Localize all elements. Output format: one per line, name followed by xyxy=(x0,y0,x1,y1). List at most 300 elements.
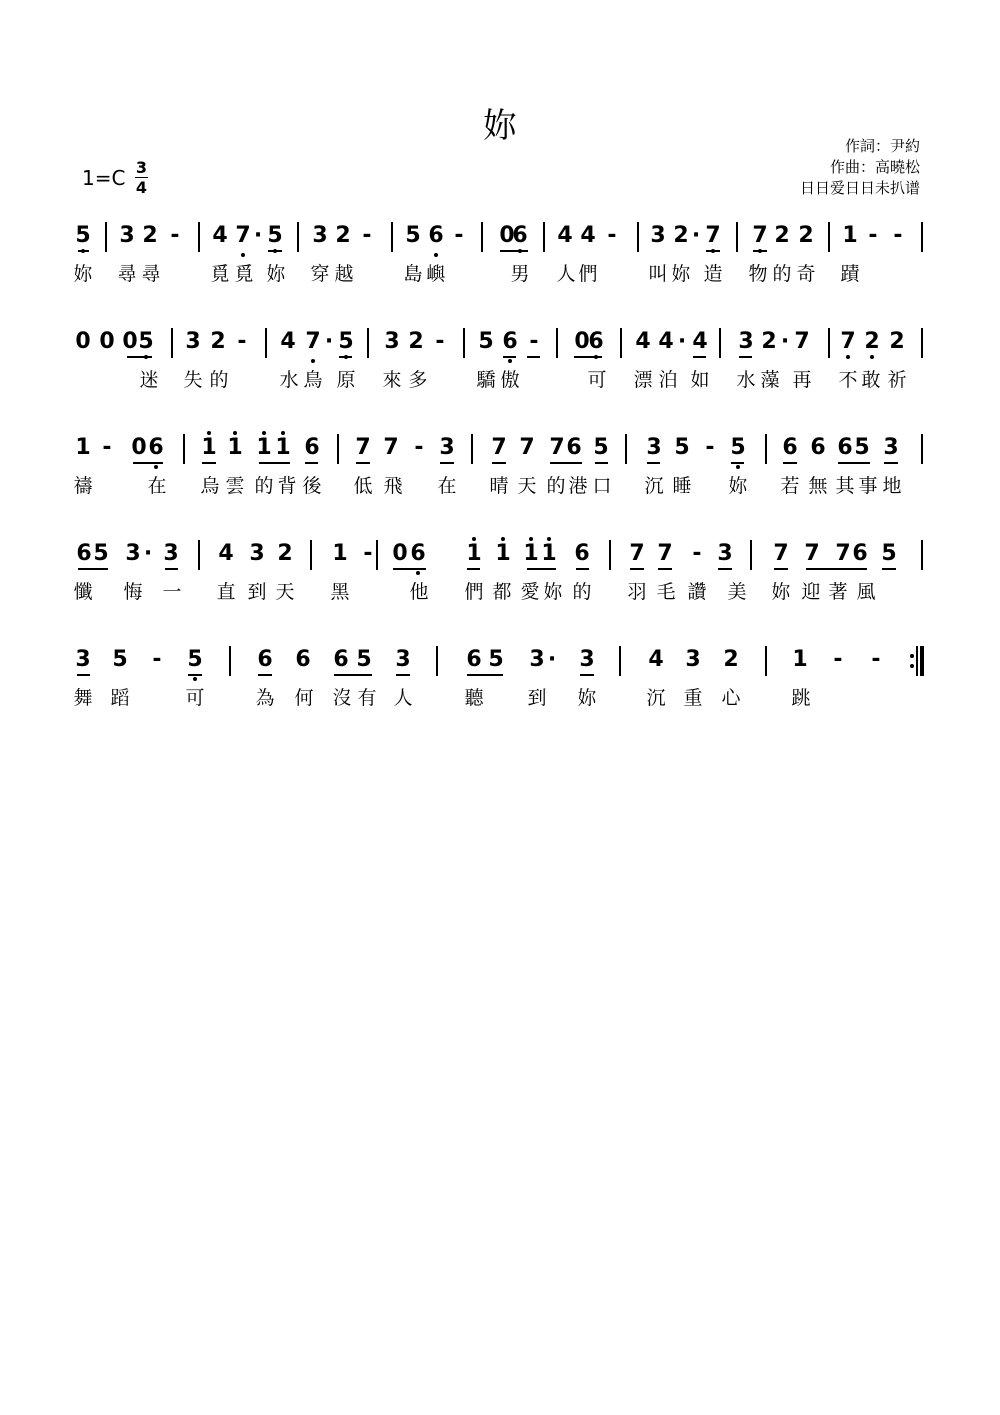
beam-underline xyxy=(580,674,594,676)
barline xyxy=(828,222,830,252)
lyric-char: 直 xyxy=(216,581,236,603)
jianpu-note: 5 xyxy=(478,329,494,354)
jianpu-note: 6 xyxy=(333,647,349,672)
jianpu-note: 2 xyxy=(723,647,739,672)
beam-underline xyxy=(78,568,108,570)
dash-note: - xyxy=(102,435,112,460)
jianpu-note: 1 xyxy=(198,433,220,463)
lyric-char: 妳 xyxy=(771,581,791,603)
barline xyxy=(310,540,312,570)
jianpu-note: 2 xyxy=(889,329,905,354)
lyric-char: 低 xyxy=(353,475,373,497)
jianpu-note: 3 xyxy=(185,329,201,354)
final-barline xyxy=(920,646,924,676)
jianpu-note: 6 xyxy=(76,541,92,566)
jianpu-note: 5 xyxy=(674,435,690,460)
beam-underline xyxy=(127,356,152,358)
key-signature xyxy=(82,154,148,198)
dot-mark: · xyxy=(253,223,263,248)
jianpu-note: 2 xyxy=(335,223,351,248)
jianpu-note: 6 xyxy=(566,435,582,460)
jianpu-note: 1 xyxy=(253,433,275,463)
jianpu-note: 3 xyxy=(579,647,595,672)
barline xyxy=(297,222,299,252)
lyric-char: 失 xyxy=(183,369,203,391)
jianpu-note: 3 xyxy=(163,541,179,566)
jianpu-note: 6 xyxy=(782,435,798,460)
high-octave-dot xyxy=(547,537,551,541)
lyric-char: 心 xyxy=(721,687,741,709)
beam-underline xyxy=(527,356,540,358)
barline xyxy=(229,646,231,676)
lyric-char: 愛 xyxy=(520,581,540,603)
jianpu-note: 4 xyxy=(658,329,674,354)
high-octave-dot xyxy=(233,431,237,435)
jianpu-note: 7 xyxy=(657,541,673,566)
lyric-char: 都 xyxy=(492,581,512,603)
jianpu-note: 3 xyxy=(650,223,666,248)
lyric-char: 蹈 xyxy=(110,687,130,709)
jianpu-note: 7 xyxy=(491,435,507,460)
low-octave-dot xyxy=(416,571,420,575)
lyric-char: 美 xyxy=(727,581,747,603)
lyric-char: 風 xyxy=(856,581,876,603)
lyric-char: 可 xyxy=(587,369,607,391)
jianpu-note: 2 xyxy=(408,329,424,354)
jianpu-note: 6 xyxy=(466,647,482,672)
lyric-char: 懺 xyxy=(73,581,93,603)
jianpu-note: 5 xyxy=(854,435,870,460)
beam-underline xyxy=(305,462,318,464)
jianpu-note: 6 xyxy=(509,221,531,251)
lyric-char: 跳 xyxy=(791,687,811,709)
barline xyxy=(916,646,918,676)
lyric-char: 天 xyxy=(275,581,295,603)
jianpu-note: 5 xyxy=(405,223,421,248)
beam-underline xyxy=(658,568,672,570)
lyric-char: 的 xyxy=(209,369,229,391)
high-octave-dot xyxy=(262,431,266,435)
jianpu-note: 7 xyxy=(749,221,771,251)
barline xyxy=(556,328,558,358)
barline xyxy=(171,328,173,358)
lyric-char: 傲 xyxy=(500,369,520,391)
jianpu-note: 0 xyxy=(99,329,115,354)
lyric-char: 男 xyxy=(510,263,530,285)
jianpu-note: 6 xyxy=(257,647,273,672)
lyric-char: 何 xyxy=(294,687,314,709)
lyric-char: 港 xyxy=(568,475,588,497)
lyric-char: 泊 xyxy=(658,369,678,391)
lyric-char: 不 xyxy=(838,369,858,391)
score-line-4 xyxy=(0,534,1000,614)
beam-underline xyxy=(706,250,720,252)
lyric-char: 在 xyxy=(437,475,457,497)
barline xyxy=(765,646,767,676)
low-octave-dot xyxy=(508,359,512,363)
jianpu-note: 0 xyxy=(499,223,515,248)
barline xyxy=(543,222,545,252)
lyric-char: 原 xyxy=(336,369,356,391)
beam-underline xyxy=(165,568,178,570)
jianpu-note: 4 xyxy=(218,541,234,566)
lyric-char: 沉 xyxy=(644,475,664,497)
jianpu-note: 4 xyxy=(212,223,228,248)
jianpu-note: 3 xyxy=(646,435,662,460)
jianpu-note: 7 xyxy=(804,541,820,566)
beam-underline xyxy=(467,568,480,570)
jianpu-note: 7 xyxy=(355,435,371,460)
barline xyxy=(921,540,923,570)
lyric-char: 聽 xyxy=(464,687,484,709)
repeat-dot xyxy=(910,664,914,668)
high-octave-dot xyxy=(529,537,533,541)
jianpu-note: 3 xyxy=(75,647,91,672)
lyric-char: 妳 xyxy=(543,581,563,603)
jianpu-note: 3 xyxy=(395,647,411,672)
lyric-char: 禱 xyxy=(73,475,93,497)
time-signature xyxy=(135,158,148,197)
beam-underline xyxy=(550,462,582,464)
beam-underline xyxy=(268,250,282,252)
lyric-char: 覓 xyxy=(234,263,254,285)
beam-underline xyxy=(393,568,426,570)
barline xyxy=(391,222,393,252)
jianpu-note: 1 xyxy=(272,433,294,463)
lyric-char: 尋 xyxy=(141,263,161,285)
dash-note: - xyxy=(868,223,878,248)
lyric-char: 奇 xyxy=(796,263,816,285)
score-line-3 xyxy=(0,428,1000,508)
barline xyxy=(471,434,473,464)
low-octave-dot xyxy=(434,253,438,257)
jianpu-note: 1 xyxy=(538,539,560,569)
lyric-char: 晴 xyxy=(489,475,509,497)
time-signature-denominator: 4 xyxy=(135,178,147,197)
lyric-char: 一 xyxy=(162,581,182,603)
lyric-char: 們 xyxy=(578,263,598,285)
barline xyxy=(828,328,830,358)
low-octave-dot xyxy=(241,253,245,257)
beam-underline xyxy=(259,462,290,464)
lyric-char: 為 xyxy=(255,687,275,709)
beam-underline xyxy=(647,462,660,464)
barline xyxy=(337,434,339,464)
dot-mark: · xyxy=(547,647,557,672)
jianpu-note: 6 xyxy=(837,435,853,460)
lyric-char: 鳥 xyxy=(303,369,323,391)
lyric-char: 後 xyxy=(302,475,322,497)
lyric-char: 叫 xyxy=(648,263,668,285)
lyricist-credit: 作詞：尹約 xyxy=(844,137,920,155)
lyric-char: 妳 xyxy=(671,263,691,285)
jianpu-note: 7 xyxy=(835,541,851,566)
jianpu-note: 1 xyxy=(792,647,808,672)
barline xyxy=(105,222,107,252)
lyric-char: 祈 xyxy=(887,369,907,391)
dash-note: - xyxy=(237,329,247,354)
jianpu-note: 2 xyxy=(277,541,293,566)
lyric-char: 妳 xyxy=(73,263,93,285)
dash-note: - xyxy=(705,435,715,460)
low-octave-dot xyxy=(846,355,850,359)
beam-underline xyxy=(78,250,89,252)
high-octave-dot xyxy=(501,537,505,541)
jianpu-note: 7 xyxy=(383,435,399,460)
jianpu-note: 3 xyxy=(125,541,141,566)
lyric-char: 物 xyxy=(748,263,768,285)
beam-underline xyxy=(500,250,528,252)
jianpu-note: 1 xyxy=(492,539,514,569)
jianpu-note: 0 xyxy=(75,329,91,354)
jianpu-note: 7 xyxy=(629,541,645,566)
jianpu-note: 3 xyxy=(119,223,135,248)
lyric-char: 到 xyxy=(527,687,547,709)
beam-underline xyxy=(753,250,767,252)
barline xyxy=(265,328,267,358)
jianpu-note: 7 xyxy=(837,327,859,357)
lyric-char: 其 xyxy=(835,475,855,497)
barline xyxy=(637,222,639,252)
jianpu-note: 0 xyxy=(122,329,138,354)
low-octave-dot xyxy=(870,355,874,359)
barline xyxy=(436,646,438,676)
lyric-char: 著 xyxy=(828,581,848,603)
beam-underline xyxy=(576,568,589,570)
beam-underline xyxy=(396,674,410,676)
barline xyxy=(376,540,378,570)
lyric-char: 舞 xyxy=(73,687,93,709)
dot-mark: · xyxy=(143,541,153,566)
lyric-char: 無 xyxy=(808,475,828,497)
lyric-char: 來 xyxy=(382,369,402,391)
dash-note: - xyxy=(414,435,424,460)
lyric-char: 再 xyxy=(792,369,812,391)
jianpu-note: 3 xyxy=(529,647,545,672)
score-line-2 xyxy=(0,322,1000,402)
beam-underline xyxy=(693,356,706,358)
jianpu-note: 1 xyxy=(75,435,91,460)
barline xyxy=(198,222,200,252)
dash-note: - xyxy=(893,223,903,248)
lyric-char: 敢 xyxy=(861,369,881,391)
beam-underline xyxy=(440,462,454,464)
dash-note: - xyxy=(454,223,464,248)
barline xyxy=(481,222,483,252)
barline xyxy=(736,222,738,252)
jianpu-note: 3 xyxy=(685,647,701,672)
jianpu-note: 2 xyxy=(798,223,814,248)
beam-underline xyxy=(739,356,752,358)
jianpu-note: 0 xyxy=(392,541,408,566)
jianpu-note: 3 xyxy=(384,329,400,354)
lyric-char: 迎 xyxy=(801,581,821,603)
barline xyxy=(367,328,369,358)
beam-underline xyxy=(884,462,898,464)
jianpu-note: 2 xyxy=(142,223,158,248)
lyric-char: 藻 xyxy=(760,369,780,391)
lyric-char: 地 xyxy=(882,475,902,497)
jianpu-note: 5 xyxy=(264,221,286,251)
jianpu-note: 3 xyxy=(249,541,265,566)
song-title: 妳 xyxy=(483,106,517,146)
barline xyxy=(198,540,200,570)
dash-note: - xyxy=(833,647,843,672)
dash-note: - xyxy=(529,329,539,354)
dash-note: - xyxy=(871,647,881,672)
lyric-char: 多 xyxy=(408,369,428,391)
lyric-char: 讚 xyxy=(687,581,707,603)
lyric-char: 如 xyxy=(690,369,710,391)
jianpu-note: 5 xyxy=(881,541,897,566)
composer-credit: 作曲：高曉松 xyxy=(829,158,920,176)
lyric-char: 沉 xyxy=(646,687,666,709)
lyric-char: 羽 xyxy=(627,581,647,603)
beam-underline xyxy=(574,356,602,358)
lyric-char: 水 xyxy=(279,369,299,391)
jianpu-note: 6 xyxy=(852,541,868,566)
credits-block xyxy=(660,136,920,199)
beam-underline xyxy=(133,462,163,464)
beam-underline xyxy=(718,568,732,570)
lyric-char: 可 xyxy=(185,687,205,709)
lyric-char: 事 xyxy=(858,475,878,497)
lyric-char: 驕 xyxy=(476,369,496,391)
lyric-char: 背 xyxy=(277,475,297,497)
beam-underline xyxy=(731,462,744,464)
lyric-char: 若 xyxy=(780,475,800,497)
barline xyxy=(619,646,621,676)
jianpu-note: 3 xyxy=(883,435,899,460)
beam-underline xyxy=(356,462,370,464)
lyric-char: 到 xyxy=(247,581,267,603)
jianpu-note: 4 xyxy=(648,647,664,672)
lyric-char: 嶼 xyxy=(426,263,446,285)
score-line-1 xyxy=(0,216,1000,296)
lyric-char: 漂 xyxy=(633,369,653,391)
jianpu-note: 4 xyxy=(635,329,651,354)
lyric-char: 穿 xyxy=(310,263,330,285)
barline xyxy=(609,540,611,570)
barline xyxy=(921,328,923,358)
dot-mark: · xyxy=(677,329,687,354)
beam-underline xyxy=(334,674,372,676)
high-octave-dot xyxy=(281,431,285,435)
beam-underline xyxy=(339,356,352,358)
beam-underline xyxy=(783,462,797,464)
lyric-char: 人 xyxy=(393,687,413,709)
beam-underline xyxy=(202,462,216,464)
jianpu-note: 4 xyxy=(692,329,708,354)
dash-note: - xyxy=(170,223,180,248)
lyric-char: 沒 xyxy=(332,687,352,709)
lyric-char: 水 xyxy=(736,369,756,391)
low-octave-dot xyxy=(311,359,315,363)
transcriber-credit: 日日爱日日未扒谱 xyxy=(799,179,920,197)
dash-note: - xyxy=(362,223,372,248)
jianpu-note: 7 xyxy=(794,329,810,354)
lyric-char: 毛 xyxy=(656,581,676,603)
lyric-char: 島 xyxy=(403,263,423,285)
jianpu-note: 1 xyxy=(463,539,485,569)
lyric-char: 妳 xyxy=(266,263,286,285)
jianpu-note: 5 xyxy=(488,647,504,672)
beam-underline xyxy=(188,674,202,676)
lyric-char: 覓 xyxy=(210,263,230,285)
lyric-char: 蹟 xyxy=(840,263,860,285)
jianpu-note: 4 xyxy=(557,223,573,248)
dash-note: - xyxy=(607,223,617,248)
low-octave-dot xyxy=(154,465,158,469)
lyric-char: 飛 xyxy=(383,475,403,497)
lyric-char: 的 xyxy=(546,475,566,497)
beam-underline xyxy=(806,568,867,570)
score-line-5 xyxy=(0,640,1000,720)
lyric-char: 重 xyxy=(683,687,703,709)
jianpu-note: 6 xyxy=(295,647,311,672)
jianpu-note: 5 xyxy=(356,647,372,672)
jianpu-note: 3 xyxy=(717,541,733,566)
jianpu-note: 7 xyxy=(773,541,789,566)
barline xyxy=(719,328,721,358)
jianpu-note: 3 xyxy=(312,223,328,248)
barline xyxy=(750,540,752,570)
jianpu-note: 7 xyxy=(232,221,254,251)
beam-underline xyxy=(527,568,556,570)
jianpu-note: 6 xyxy=(585,327,607,357)
low-octave-dot xyxy=(193,677,197,681)
barline xyxy=(183,434,185,464)
lyric-char: 妳 xyxy=(728,475,748,497)
jianpu-note: 5 xyxy=(135,327,157,357)
jianpu-note: 1 xyxy=(224,433,246,463)
jianpu-note: 5 xyxy=(93,541,109,566)
jianpu-note: 6 xyxy=(304,435,320,460)
jianpu-note: 6 xyxy=(145,433,167,463)
jianpu-note: 4 xyxy=(580,223,596,248)
lyric-char: 天 xyxy=(517,475,537,497)
jianpu-note: 5 xyxy=(184,645,206,675)
lyric-char: 烏 xyxy=(200,475,220,497)
repeat-dot xyxy=(910,654,914,658)
beam-underline xyxy=(595,462,608,464)
jianpu-note: 2 xyxy=(210,329,226,354)
dot-mark: · xyxy=(324,329,334,354)
jianpu-note: 6 xyxy=(810,435,826,460)
dot-mark: · xyxy=(691,223,701,248)
beam-underline xyxy=(630,568,644,570)
jianpu-note: 1 xyxy=(520,539,542,569)
jianpu-note: 6 xyxy=(499,327,521,357)
jianpu-note: 5 xyxy=(727,433,749,463)
low-octave-dot xyxy=(736,465,740,469)
barline xyxy=(620,328,622,358)
lyric-char: 們 xyxy=(464,581,484,603)
lyric-char: 黑 xyxy=(330,581,350,603)
jianpu-note: 1 xyxy=(332,541,348,566)
jianpu-note: 2 xyxy=(861,327,883,357)
barline xyxy=(765,434,767,464)
beam-underline xyxy=(503,356,516,358)
lyric-char: 造 xyxy=(703,263,723,285)
jianpu-note: 6 xyxy=(574,541,590,566)
lyric-char: 越 xyxy=(334,263,354,285)
dash-note: - xyxy=(363,541,373,566)
barline xyxy=(625,434,627,464)
jianpu-note: 5 xyxy=(72,221,94,251)
beam-underline xyxy=(492,462,506,464)
dash-note: - xyxy=(692,541,702,566)
